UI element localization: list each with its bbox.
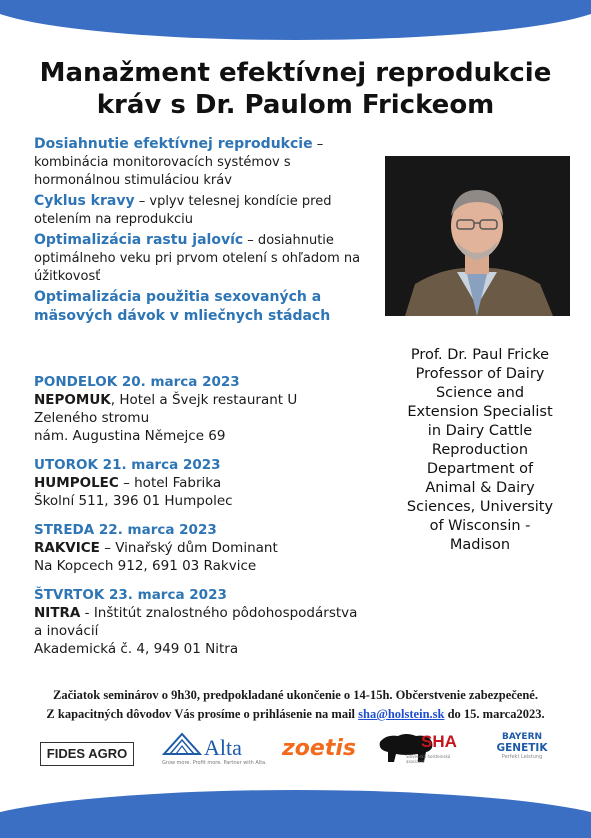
event-venue-line	[34, 391, 364, 427]
sponsor-logos	[30, 730, 570, 772]
bayern-genetik-logo	[482, 730, 562, 772]
bio-line: of Wisconsin -	[429, 518, 531, 534]
fides-agro-logo: FIDES AGRO	[40, 742, 134, 766]
bio-line: in Dairy Cattle	[427, 423, 533, 439]
events-list	[34, 373, 364, 669]
topic-highlight: Cyklus kravy	[34, 193, 135, 209]
top-band	[0, 0, 591, 42]
topic-highlight: Optimalizácia použitia sexovaných a mäsových dávok v mliečnych stádach	[34, 289, 331, 324]
topic-highlight: Optimalizácia rastu jalovíc	[34, 232, 244, 248]
bio-line: Professor of Dairy	[415, 366, 545, 382]
bio-line: Science and	[435, 385, 525, 401]
alta-mountain-icon	[162, 730, 202, 756]
bio-line: Reproduction	[431, 442, 529, 458]
footer-line-1: Začiatok seminárov o 9h30, predpokladané ukončenie o 14-15h. Občerstvenie zabezpečené.	[53, 688, 538, 702]
event-venue: , Hotel a Švejk restaurant U Zeleného stromu	[34, 392, 298, 426]
speaker-photo	[385, 156, 570, 316]
event-venue-line	[34, 604, 364, 640]
footer-line-2	[0, 705, 591, 724]
event-date: UTOROK 21. marca 2023	[34, 457, 221, 473]
event-address: Na Kopcech 912, 691 03 Rakvice	[34, 558, 257, 574]
footer-line-2-pre: Z kapacitných dôvodov Vás prosíme o prihlásenie na mail	[46, 707, 359, 721]
event-city: HUMPOLEC	[34, 475, 119, 491]
speaker-portrait-image	[385, 156, 570, 316]
event-city: NEPOMUK	[34, 392, 111, 408]
event-venue: – Vinařský dům Dominant	[99, 540, 278, 556]
page-title	[20, 57, 571, 121]
event-city: RAKVICE	[34, 540, 100, 556]
bayern-logo-line-2: GENETIK	[496, 742, 548, 754]
bottom-band-arc	[0, 790, 591, 838]
topic-text: – dosiahnutie optimálneho veku pri prvom otelení s ohľadom na úžitkovosť	[34, 233, 361, 284]
event-date: STREDA 22. marca 2023	[34, 522, 217, 538]
topic-item	[34, 192, 374, 229]
title-line-1: Manažment efektívnej reprodukcie	[39, 58, 552, 88]
bottom-band	[0, 778, 591, 838]
sha-logo-text: SHA	[421, 732, 457, 751]
event-city: NITRA	[34, 605, 81, 621]
bio-line: Animal & Dairy	[425, 480, 535, 496]
event-item	[34, 521, 364, 575]
event-item	[34, 456, 364, 510]
alta-logo-text: Alta	[204, 735, 242, 760]
event-address: Školní 511, 396 01 Humpolec	[34, 493, 233, 509]
event-address: Akademická č. 4, 949 01 Nitra	[34, 641, 239, 657]
alta-logo	[162, 730, 267, 772]
bio-line: Sciences, University	[406, 499, 554, 515]
topic-item	[34, 135, 374, 190]
bayern-logo-line-1: BAYERN	[501, 732, 543, 742]
topic-item	[34, 288, 374, 326]
title-line-2: kráv s Dr. Paulom Frickeom	[96, 90, 495, 120]
event-venue: – hotel Fabrika	[118, 475, 222, 491]
top-band-arc	[0, 0, 591, 40]
event-address: nám. Augustina Němejce 69	[34, 428, 226, 444]
topic-item	[34, 231, 374, 286]
footer-line-2-post: do 15. marca2023.	[444, 707, 545, 721]
event-item	[34, 373, 364, 445]
bio-line: Extension Specialist	[407, 404, 553, 420]
event-date: PONDELOK 20. marca 2023	[34, 374, 240, 390]
bayern-logo-tagline: Perfekt Leistung	[501, 754, 543, 760]
footer-notice	[0, 686, 591, 724]
topic-text: – vplyv telesnej kondície pred otelením na reprodukciu	[34, 194, 332, 227]
zoetis-logo: zoetis	[282, 736, 356, 761]
alta-logo-tagline: Grow more. Profit more. Partner with Alta.	[162, 760, 267, 766]
event-venue: - Inštitút znalostného pôdohospodárstva a inovácií	[34, 605, 358, 639]
event-date: ŠTVRTOK 23. marca 2023	[34, 587, 227, 603]
event-venue-line	[34, 539, 364, 557]
topics-list	[34, 135, 374, 328]
topic-text: – kombinácia monitorovacích systémov s hormonálnou stimuláciou kráv	[34, 137, 324, 188]
bio-line: Prof. Dr. Paul Fricke	[410, 347, 550, 363]
sha-logo	[376, 730, 466, 772]
speaker-bio	[385, 346, 575, 555]
event-item	[34, 586, 364, 658]
event-venue-line	[34, 474, 364, 492]
bio-line: Madison	[449, 537, 511, 553]
topic-highlight: Dosiahnutie efektívnej reprodukcie	[34, 136, 313, 152]
sha-logo-tagline: Slovenská holsteinská asociácia	[406, 754, 451, 764]
bio-line: Department of	[426, 461, 534, 477]
email-link[interactable]: sha@holstein.sk	[358, 707, 445, 721]
